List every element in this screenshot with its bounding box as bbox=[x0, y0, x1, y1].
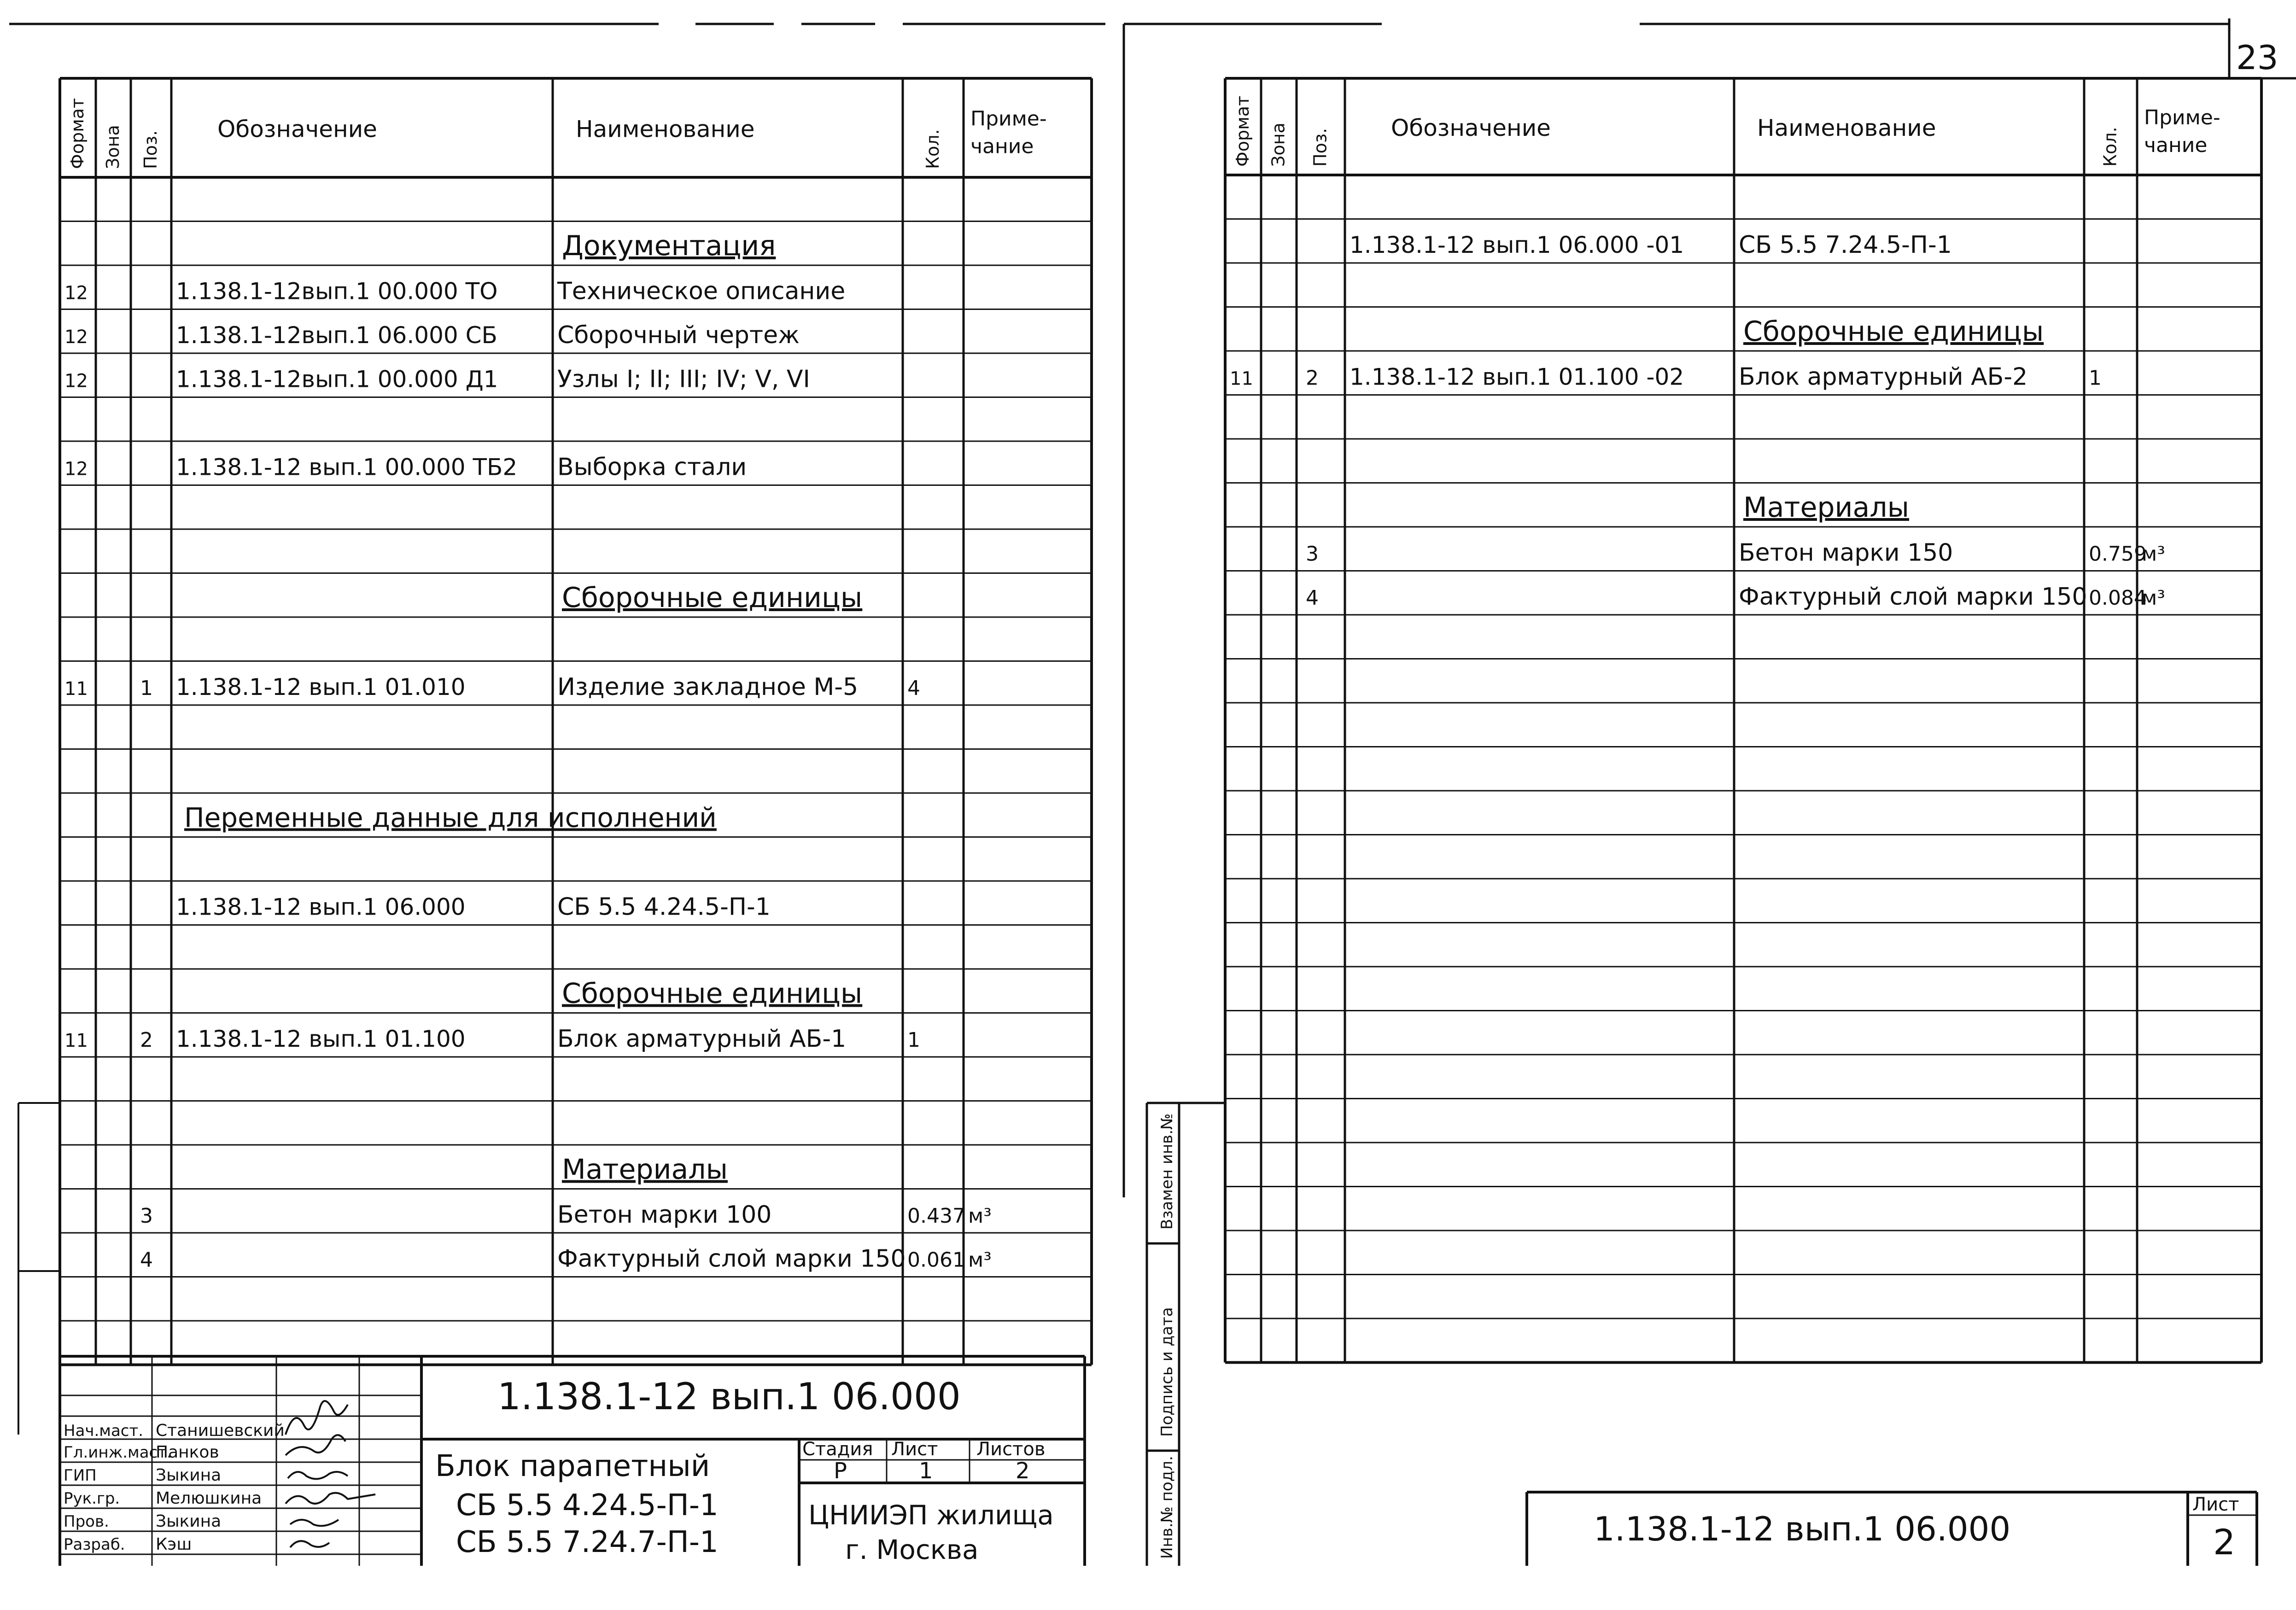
page-number-box bbox=[2229, 18, 2296, 78]
left-header-qty: Кол. bbox=[923, 129, 943, 169]
right-cell-qty: 0.759 bbox=[2089, 542, 2147, 566]
left-header-designation: Обозначение bbox=[217, 116, 377, 143]
left-cell-format: 12 bbox=[64, 327, 88, 348]
right-cell-name: Бетон марки 150 bbox=[1739, 539, 1953, 567]
left-table-row bbox=[64, 1025, 920, 1053]
left-side-stamp bbox=[18, 1103, 60, 1435]
left-cell-designation: 1.138.1-12 вып.1 01.100 bbox=[176, 1026, 466, 1052]
left-table-row bbox=[176, 893, 771, 921]
product-name-line1: Блок парапетный bbox=[435, 1449, 710, 1483]
right-header-format: Формат bbox=[1233, 95, 1253, 167]
left-cell-name: Бетон марки 100 bbox=[557, 1201, 772, 1229]
left-cell-qty: 1 bbox=[907, 1028, 920, 1052]
right-table-row bbox=[1743, 491, 1909, 524]
approval-role: Пров. bbox=[64, 1512, 109, 1531]
sheet-value: 1 bbox=[919, 1458, 933, 1484]
approval-row bbox=[64, 1421, 285, 1440]
right-table-row bbox=[1743, 315, 2044, 348]
right-cell-name: Сборочные единицы bbox=[1743, 315, 2044, 348]
right-cell-designation: 1.138.1-12 вып.1 06.000 -01 bbox=[1350, 232, 1684, 258]
right-specification-table bbox=[1225, 78, 2261, 1363]
left-cell-designation: 1.138.1-12 вып.1 01.010 bbox=[176, 674, 466, 700]
left-header-name: Наименование bbox=[576, 116, 755, 143]
left-cell-name: Узлы I; II; III; IV; V, VI bbox=[557, 365, 810, 393]
sheets-label: Листов bbox=[976, 1439, 1046, 1460]
left-cell-pos: 1 bbox=[140, 677, 153, 700]
left-table-row bbox=[64, 321, 800, 349]
approval-name: Кэш bbox=[156, 1535, 192, 1554]
left-table-row bbox=[64, 454, 747, 481]
approval-row bbox=[64, 1535, 192, 1554]
left-cell-name: Изделие закладное М-5 bbox=[557, 673, 859, 701]
stage-label: Стадия bbox=[802, 1439, 873, 1460]
left-cell-name: Фактурный слой марки 150 bbox=[557, 1245, 906, 1273]
left-variable-data-heading: Переменные данные для исполнений bbox=[184, 802, 717, 834]
left-table-row bbox=[140, 1201, 992, 1229]
inv-podl-label: Инв.№ подл. bbox=[1158, 1456, 1176, 1559]
left-specification-table bbox=[60, 78, 1092, 1365]
title-designation: 1.138.1-12 вып.1 06.000 bbox=[497, 1375, 961, 1418]
approval-row bbox=[64, 1443, 219, 1462]
right-sheet-value: 2 bbox=[2213, 1522, 2236, 1563]
left-cell-designation: 1.138.1-12вып.1 00.000 ТО bbox=[176, 278, 498, 305]
left-cell-qty: 0.061 bbox=[907, 1248, 965, 1272]
right-cell-qty: 1 bbox=[2089, 366, 2102, 390]
approval-row bbox=[64, 1489, 262, 1508]
left-cell-name: Сборочные единицы bbox=[562, 977, 863, 1010]
right-cell-pos: 2 bbox=[1306, 366, 1319, 390]
left-table-row bbox=[562, 1154, 728, 1186]
sheets-value: 2 bbox=[1016, 1458, 1030, 1484]
approval-name: Мелюшкина bbox=[156, 1489, 262, 1508]
left-cell-pos: 2 bbox=[140, 1028, 153, 1052]
approval-name: Зыкина bbox=[156, 1512, 222, 1531]
left-cell-format: 12 bbox=[64, 282, 88, 304]
right-cell-name: Материалы bbox=[1743, 491, 1909, 524]
left-header-note-line2: чание bbox=[970, 134, 1034, 158]
approval-role: Разраб. bbox=[64, 1535, 125, 1554]
left-cell-note: м³ bbox=[968, 1204, 992, 1228]
left-cell-qty: 4 bbox=[907, 677, 920, 700]
left-cell-format: 11 bbox=[64, 1030, 88, 1051]
right-header-note-line2: чание bbox=[2144, 134, 2208, 157]
product-name-line2: СБ 5.5 4.24.5-П-1 bbox=[456, 1488, 719, 1522]
left-cell-format: 12 bbox=[64, 370, 88, 392]
top-border-lines bbox=[9, 24, 2229, 1197]
left-title-block bbox=[60, 1356, 1085, 1566]
left-cell-designation: 1.138.1-12 вып.1 00.000 ТБ2 bbox=[176, 454, 518, 481]
product-name-line3: СБ 5.5 7.24.7-П-1 bbox=[456, 1525, 719, 1559]
left-header-pos: Поз. bbox=[140, 130, 161, 169]
left-cell-name: Техническое описание bbox=[557, 277, 846, 305]
right-table-row bbox=[1350, 231, 1952, 259]
right-header-qty: Кол. bbox=[2100, 127, 2121, 167]
left-cell-format: 12 bbox=[64, 458, 88, 480]
right-cell-name: Фактурный слой марки 150 bbox=[1739, 583, 2087, 611]
right-cell-designation: 1.138.1-12 вып.1 01.100 -02 bbox=[1350, 363, 1684, 391]
approval-role: Нач.маст. bbox=[64, 1422, 144, 1440]
right-title-block bbox=[1527, 1492, 2257, 1566]
right-cell-pos: 3 bbox=[1306, 542, 1319, 566]
left-cell-format: 11 bbox=[64, 678, 88, 700]
left-header-note-line1: Приме- bbox=[970, 107, 1047, 131]
left-cell-name: Документация bbox=[562, 230, 776, 262]
left-cell-designation: 1.138.1-12вып.1 06.000 СБ bbox=[176, 322, 497, 349]
left-table-row bbox=[64, 278, 845, 305]
right-cell-note: м³ bbox=[2142, 586, 2165, 610]
approval-role: Гл.инж.маст. bbox=[64, 1443, 172, 1462]
left-table-row bbox=[562, 582, 862, 614]
right-cell-qty: 0.084 bbox=[2089, 586, 2147, 610]
left-cell-qty: 0.437 bbox=[907, 1204, 965, 1228]
right-cell-format: 11 bbox=[1230, 368, 1253, 390]
approval-row bbox=[64, 1466, 221, 1485]
left-header-format: Формат bbox=[67, 98, 88, 169]
approval-name: Станишевский bbox=[156, 1421, 285, 1440]
right-header-designation: Обозначение bbox=[1391, 115, 1551, 141]
right-header-zone: Зона bbox=[1268, 122, 1289, 167]
right-cell-name: СБ 5.5 7.24.5-П-1 bbox=[1739, 231, 1952, 259]
organization-city: г. Москва bbox=[845, 1534, 979, 1565]
approval-name: Зыкина bbox=[156, 1466, 222, 1485]
sheet-label: Лист bbox=[891, 1439, 938, 1460]
vzamen-inv-label: Взамен инв.№ bbox=[1158, 1113, 1176, 1230]
right-header-name: Наименование bbox=[1757, 115, 1936, 141]
left-table-row bbox=[562, 230, 776, 262]
left-cell-designation: 1.138.1-12вып.1 00.000 Д1 bbox=[176, 366, 498, 393]
right-title-designation: 1.138.1-12 вып.1 06.000 bbox=[1594, 1510, 2011, 1548]
left-table-row bbox=[140, 1245, 992, 1273]
approval-name: Панков bbox=[156, 1443, 219, 1462]
stage-value: Р bbox=[834, 1458, 847, 1484]
right-header-note-line1: Приме- bbox=[2144, 106, 2220, 129]
left-cell-name: Сборочные единицы bbox=[562, 582, 863, 614]
left-cell-name: Сборочный чертеж bbox=[557, 321, 800, 349]
left-cell-pos: 3 bbox=[140, 1204, 153, 1228]
left-cell-name: СБ 5.5 4.24.5-П-1 bbox=[557, 893, 771, 921]
signatures bbox=[286, 1401, 375, 1547]
approval-role: ГИП bbox=[64, 1466, 97, 1485]
approval-row bbox=[64, 1512, 221, 1531]
right-table-row bbox=[1230, 363, 2102, 391]
right-cell-pos: 4 bbox=[1306, 586, 1319, 610]
right-cell-name: Блок арматурный АБ-2 bbox=[1739, 363, 2028, 391]
left-table-row bbox=[562, 978, 862, 1010]
left-header-zone: Зона bbox=[103, 125, 123, 169]
left-cell-pos: 4 bbox=[140, 1248, 153, 1272]
left-cell-name: Выборка стали bbox=[557, 453, 747, 481]
right-sheet-label: Лист bbox=[2192, 1494, 2239, 1515]
right-cell-note: м³ bbox=[2142, 542, 2165, 566]
left-cell-name: Блок арматурный АБ-1 bbox=[557, 1025, 847, 1053]
left-cell-designation: 1.138.1-12 вып.1 06.000 bbox=[176, 893, 466, 921]
right-header-pos: Поз. bbox=[1310, 128, 1331, 167]
podpis-data-label: Подпись и дата bbox=[1158, 1307, 1176, 1437]
right-table-row bbox=[1306, 583, 2165, 611]
left-cell-note: м³ bbox=[968, 1248, 992, 1272]
left-cell-name: Материалы bbox=[562, 1153, 728, 1186]
right-table-row bbox=[1306, 539, 2165, 567]
left-table-row bbox=[64, 673, 920, 701]
page-number: 23 bbox=[2236, 38, 2278, 77]
organization-name: ЦНИИЭП жилища bbox=[808, 1499, 1054, 1531]
right-side-stamp bbox=[1147, 1103, 1225, 1566]
left-table-row bbox=[64, 366, 810, 393]
approval-role: Рук.гр. bbox=[64, 1489, 120, 1508]
